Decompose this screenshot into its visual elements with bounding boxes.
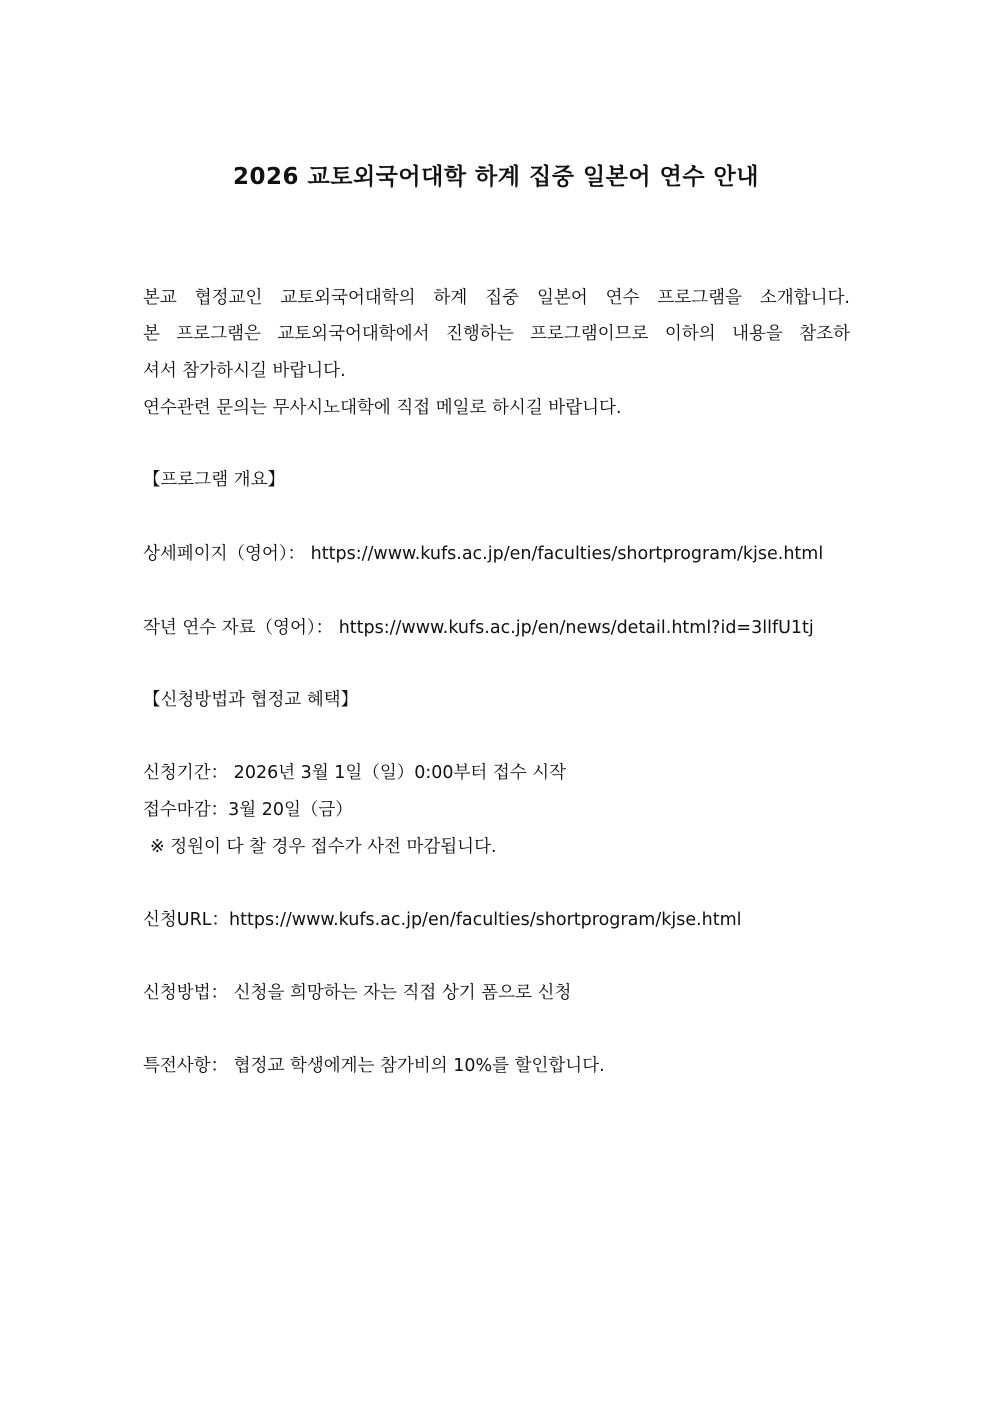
application-url-row <box>143 906 742 931</box>
detail-page-link[interactable]: https://www.kufs.ac.jp/en/faculties/shortprogram/kjse.html <box>310 544 824 564</box>
application-url-label: 신청URL： <box>143 910 230 930</box>
page-title: 2026 교토외국어대학 하계 집중 일본어 연수 안내 <box>233 164 759 190</box>
intro-line-3: 셔서 참가하시길 바랍니다. <box>143 361 346 381</box>
detail-page-label: 상세페이지（영어）： <box>143 544 306 564</box>
intro-line-1: 본교 협정교인 교토외국어대학의 하계 집중 일본어 연수 프로그램을 소개합니다. <box>143 288 850 308</box>
application-deadline: 접수마감：3월 20일（금） <box>143 800 353 820</box>
application-period: 신청기간： 2026년 3월 1일（일）0:00부터 접수 시작 <box>143 763 567 783</box>
last-year-row <box>143 614 814 639</box>
overview-heading: 【프로그램 개요】 <box>143 470 285 490</box>
application-heading: 【신청방법과 협정교 혜택】 <box>143 690 359 710</box>
intro-line-2: 본 프로그램은 교토외국어대학에서 진행하는 프로그램이므로 이하의 내용을 참조하 <box>143 324 850 344</box>
partner-benefit: 특전사항： 협정교 학생에게는 참가비의 10%를 할인합니다. <box>143 1056 605 1076</box>
detail-page-row <box>143 540 823 565</box>
last-year-link[interactable]: https://www.kufs.ac.jp/en/news/detail.html?id=3llfU1tj <box>338 618 814 638</box>
application-url-link[interactable]: https://www.kufs.ac.jp/en/faculties/shortprogram/kjse.html <box>229 910 742 930</box>
intro-line-4: 연수관련 문의는 무사시노대학에 직접 메일로 하시길 바랍니다. <box>143 398 622 418</box>
capacity-note: ※ 정원이 다 찰 경우 접수가 사전 마감됩니다. <box>150 837 497 857</box>
application-method: 신청방법： 신청을 희망하는 자는 직접 상기 폼으로 신청 <box>143 983 572 1003</box>
last-year-label: 작년 연수 자료（영어）： <box>143 618 334 638</box>
